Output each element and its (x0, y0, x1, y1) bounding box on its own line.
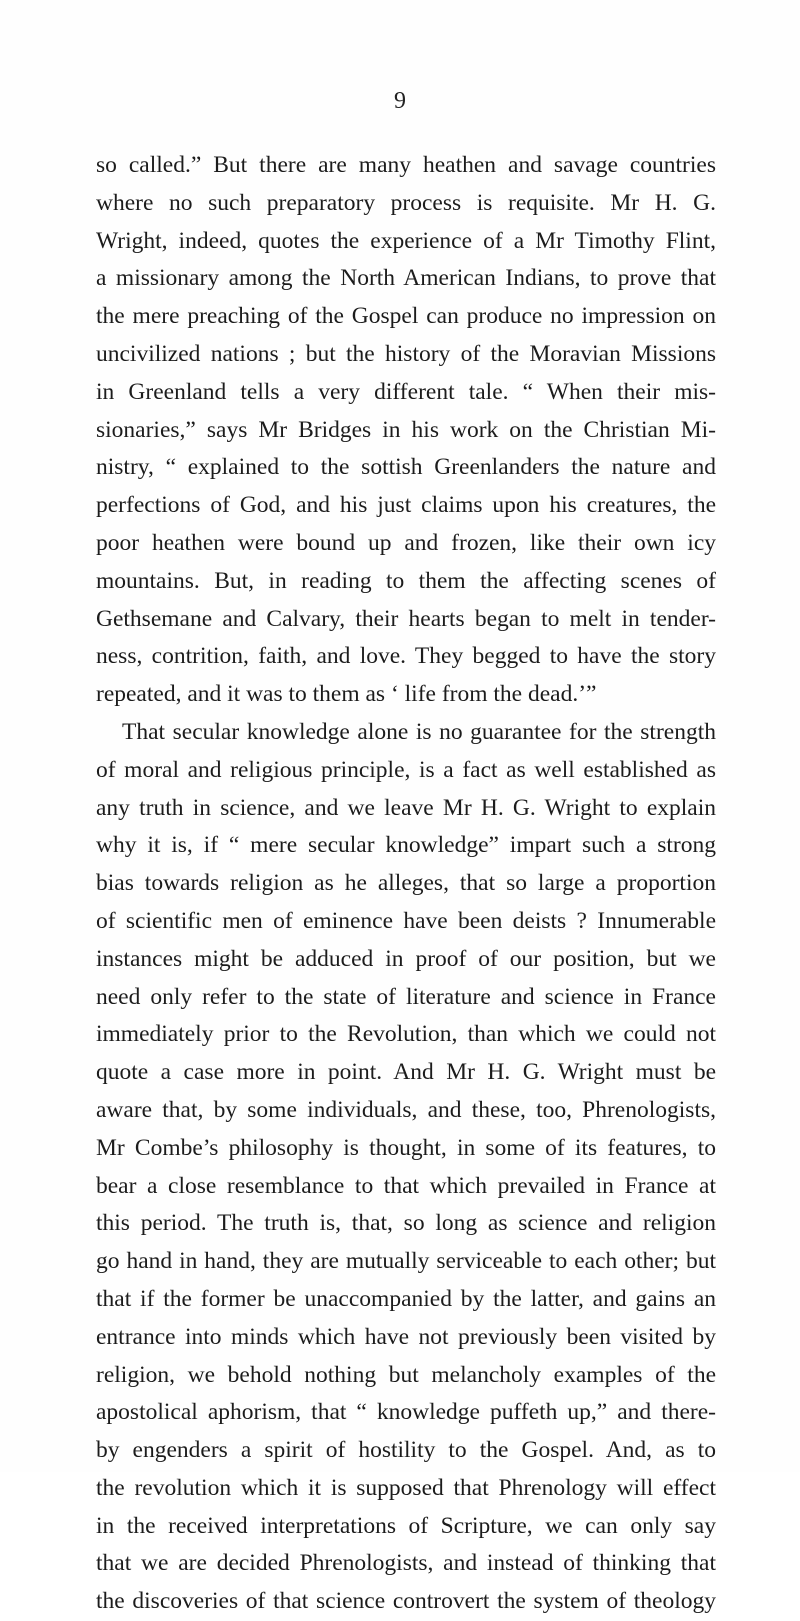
paragraph (96, 714, 716, 1621)
text-line: why it is, if “ mere secular knowledge” impart such a strong (96, 832, 716, 859)
text-line: Wright, indeed, quotes the experience of a Mr Timothy Flint, (96, 227, 716, 254)
text-line: by engenders a spirit of hostility to the Gospel. And, as to (96, 1437, 716, 1464)
text-line: immediately prior to the Revolution, than which we could not (96, 1021, 716, 1048)
text-line: need only refer to the state of literature and science in France (96, 983, 716, 1010)
text-line: Mr Combe’s philosophy is thought, in some of its features, to (96, 1134, 716, 1161)
text-line: repeated, and it was to them as ‘ life from the dead.’” (96, 681, 597, 708)
paragraph (96, 147, 716, 714)
text-line: perfections of God, and his just claims upon his creatures, the (96, 492, 716, 519)
text-line: where no such preparatory process is requisite. Mr H. G. (96, 189, 716, 216)
text-line: apostolical aphorism, that “ knowledge puffeth up,” and there- (96, 1399, 716, 1426)
text-line: so called.” But there are many heathen and savage countries (96, 152, 716, 178)
text-line: sionaries,” says Mr Bridges in his work on the Christian Mi- (96, 416, 716, 443)
text-line: poor heathen were bound up and frozen, like their own icy (96, 529, 716, 556)
text-line: this period. The truth is, that, so long as science and religion (96, 1210, 716, 1237)
text-line: go hand in hand, they are mutually serviceable to each other; but (96, 1248, 716, 1275)
text-line: in the received interpretations of Scripture, we can only say (96, 1512, 716, 1539)
text-line: quote a case more in point. And Mr H. G. Wright must be (96, 1059, 716, 1086)
text-line: aware that, by some individuals, and these, too, Phrenologists, (96, 1096, 716, 1123)
page-number: 9 (394, 88, 406, 114)
text-line: in Greenland tells a very different tale. “ When their mis- (96, 378, 716, 405)
text-line: nistry, “ explained to the sottish Greenlanders the nature and (96, 454, 716, 481)
text-line: Gethsemane and Calvary, their hearts began to melt in tender- (96, 605, 716, 632)
text-line: a missionary among the North American Indians, to prove that (96, 265, 716, 292)
text-line: the revolution which it is supposed that Phrenology will effect (96, 1474, 716, 1501)
text-line: entrance into minds which have not previously been visited by (96, 1323, 716, 1350)
text-line: ness, contrition, faith, and love. They begged to have the story (96, 643, 716, 670)
body-text (96, 147, 716, 1621)
text-line: that we are decided Phrenologists, and instead of thinking that (96, 1550, 716, 1577)
text-line: bear a close resemblance to that which prevailed in France at (96, 1172, 716, 1199)
text-line: of moral and religious principle, is a fact as well established as (96, 756, 716, 783)
text-line: uncivilized nations ; but the history of the Moravian Missions (96, 340, 716, 367)
text-line: the discoveries of that science controvert the system of theology (96, 1588, 716, 1615)
text-line: any truth in science, and we leave Mr H. G. Wright to explain (96, 794, 716, 821)
text-line: bias towards religion as he alleges, that so large a proportion (96, 870, 716, 897)
text-line: the mere preaching of the Gospel can produce no impression on (96, 303, 716, 330)
text-line: religion, we behold nothing but melancholy examples of the (96, 1361, 716, 1388)
text-line: of scientific men of eminence have been deists ? Innumerable (96, 907, 716, 934)
text-line: mountains. But, in reading to them the affecting scenes of (96, 567, 716, 594)
text-line: instances might be adduced in proof of our position, but we (96, 945, 716, 972)
text-line: That secular knowledge alone is no guarantee for the strength (122, 718, 716, 745)
text-line: that if the former be unaccompanied by the latter, and gains an (96, 1285, 716, 1312)
